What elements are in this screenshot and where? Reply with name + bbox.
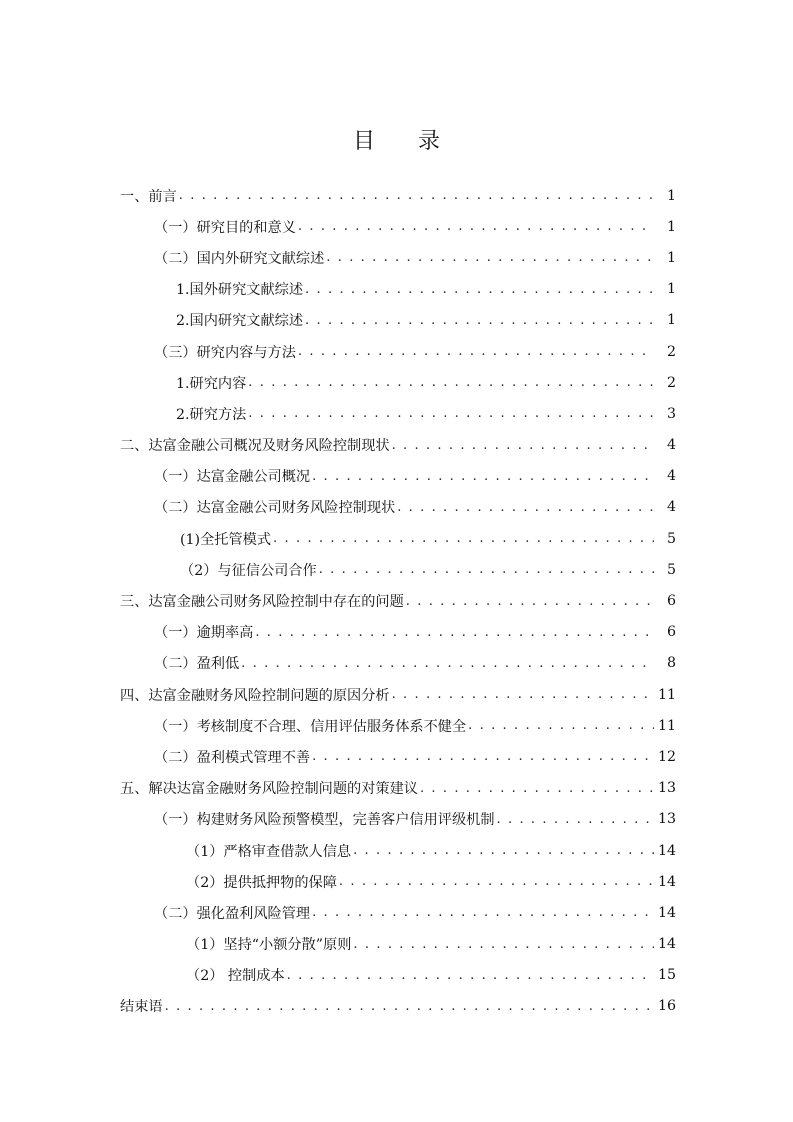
toc-entry-label: （2）与征信公司合作 [180, 562, 317, 579]
dot-leader [273, 531, 654, 546]
toc-entry[interactable] [120, 648, 676, 679]
toc-entry[interactable] [120, 991, 676, 1022]
toc-entry[interactable] [120, 585, 676, 616]
toc-entry-label: （一）考核制度不合理、信用评估服务体系不健全 [154, 718, 467, 735]
toc-entry[interactable] [120, 274, 676, 305]
toc-entry[interactable] [120, 710, 676, 741]
toc-entry-page: 13 [657, 780, 676, 797]
dot-leader [420, 781, 654, 796]
dot-leader [305, 282, 654, 297]
dot-leader [312, 749, 654, 764]
toc-entry[interactable] [120, 523, 676, 554]
toc-entry[interactable] [120, 242, 676, 273]
toc-entry-label: （一）研究目的和意义 [154, 219, 296, 236]
dot-leader [497, 812, 654, 827]
toc-entry-label: （三）研究内容与方法 [154, 344, 296, 361]
toc-entry[interactable] [120, 866, 676, 897]
toc-entry[interactable] [120, 741, 676, 772]
toc-entry-label: (1)全托管模式 [180, 531, 272, 548]
dot-leader [339, 874, 654, 889]
dot-leader [248, 375, 654, 390]
toc-entry[interactable] [120, 398, 676, 429]
toc-entry[interactable] [120, 929, 676, 960]
toc-entry-page: 1 [666, 218, 676, 235]
toc-entry[interactable] [120, 804, 676, 835]
toc-entry-page: 1 [666, 187, 676, 204]
toc-entry-page: 14 [657, 904, 676, 921]
toc-entry-page: 3 [666, 405, 676, 422]
toc-entry[interactable] [120, 461, 676, 492]
toc-entry-page: 11 [657, 717, 676, 734]
toc-entry-label: （一）构建财务风险预警模型，完善客户信用评级机制 [154, 812, 495, 829]
toc-entry-page: 6 [666, 624, 676, 641]
toc-entry-page: 16 [657, 998, 676, 1015]
toc-entry-label: （一）达富金融公司概况 [154, 469, 311, 486]
dot-leader [287, 968, 654, 983]
dot-leader [392, 687, 654, 702]
dot-leader [326, 250, 654, 265]
dot-leader [241, 656, 654, 671]
toc-entry-page: 5 [666, 561, 676, 578]
toc-entry[interactable] [120, 367, 676, 398]
dot-leader [353, 937, 654, 952]
dot-leader [392, 438, 654, 453]
toc-entry[interactable] [120, 835, 676, 866]
toc-entry-page: 12 [657, 748, 676, 765]
toc-entry-label: 结束语 [120, 999, 163, 1016]
toc-entry-label: （二）强化盈利风险管理 [154, 905, 311, 922]
toc-entry-label: （二）盈利低 [154, 656, 240, 673]
toc-entry[interactable] [120, 960, 676, 991]
toc-entry[interactable] [120, 336, 676, 367]
toc-entry-page: 13 [657, 811, 676, 828]
toc-entry[interactable] [120, 554, 676, 585]
toc-entry[interactable] [120, 305, 676, 336]
toc-entry[interactable] [120, 897, 676, 928]
dot-leader [468, 718, 654, 733]
toc-entry-page: 2 [666, 343, 676, 360]
toc-entry-label: （2）提供抵押物的保障 [186, 874, 337, 891]
toc-entry-label: 二、达富金融公司概况及财务风险控制现状 [120, 438, 390, 455]
toc-entry-page: 11 [657, 686, 676, 703]
dot-leader [312, 905, 654, 920]
dot-leader [248, 406, 654, 421]
toc-entry-page: 1 [666, 281, 676, 298]
toc-entry-label: 2.国内研究文献综述 [176, 313, 304, 330]
toc-entry-page: 2 [666, 374, 676, 391]
dot-leader [255, 625, 654, 640]
toc-entry-label: 2.研究方法 [176, 406, 247, 423]
toc-entry[interactable] [120, 492, 676, 523]
toc-entry-page: 4 [666, 499, 676, 516]
toc-entry-label: 五、解决达富金融财务风险控制问题的对策建议 [120, 781, 418, 798]
toc-entry-page: 14 [657, 842, 676, 859]
toc-entry-label: （1）严格审查借款人信息 [186, 843, 352, 860]
toc-entry-label: （1）坚持“小额分散”原则 [186, 937, 352, 954]
dot-leader [298, 219, 654, 234]
dot-leader [179, 188, 654, 203]
toc-entry-label: 三、达富金融公司财务风险控制中存在的问题 [120, 594, 404, 611]
toc-entry-label: 1.国外研究文献综述 [176, 282, 304, 299]
toc-entry-label: 1.研究内容 [176, 375, 247, 392]
dot-leader [353, 843, 654, 858]
toc-entry-page: 4 [666, 437, 676, 454]
toc-entry[interactable] [120, 773, 676, 804]
toc-entry[interactable] [120, 617, 676, 648]
toc-entry-page: 6 [666, 593, 676, 610]
table-of-contents [120, 180, 676, 1022]
dot-leader [298, 344, 654, 359]
toc-entry-label: （二）盈利模式管理不善 [154, 749, 311, 766]
toc-entry-label: （一）逾期率高 [154, 625, 254, 642]
toc-entry[interactable] [120, 211, 676, 242]
dot-leader [319, 562, 654, 577]
dot-leader [397, 500, 654, 515]
dot-leader [406, 594, 654, 609]
toc-entry-label: 一、前言 [120, 188, 177, 205]
toc-entry-label: （2） 控制成本 [186, 968, 285, 985]
toc-entry-page: 8 [666, 655, 676, 672]
toc-entry-page: 1 [666, 249, 676, 266]
toc-entry-label: （二）达富金融公司财务风险控制现状 [154, 500, 396, 517]
dot-leader [312, 469, 654, 484]
dot-leader [305, 313, 654, 328]
dot-leader [165, 999, 654, 1014]
toc-entry-page: 14 [657, 873, 676, 890]
toc-entry-page: 1 [666, 312, 676, 329]
toc-title: 目 录 [353, 129, 458, 154]
toc-entry-label: 四、达富金融财务风险控制问题的原因分析 [120, 687, 390, 704]
toc-entry-page: 5 [666, 530, 676, 547]
toc-entry-label: （二）国内外研究文献综述 [154, 250, 325, 267]
toc-entry[interactable] [120, 180, 676, 211]
toc-entry[interactable] [120, 430, 676, 461]
toc-entry-page: 15 [657, 967, 676, 984]
toc-entry[interactable] [120, 679, 676, 710]
toc-entry-page: 4 [666, 468, 676, 485]
toc-entry-page: 14 [657, 936, 676, 953]
